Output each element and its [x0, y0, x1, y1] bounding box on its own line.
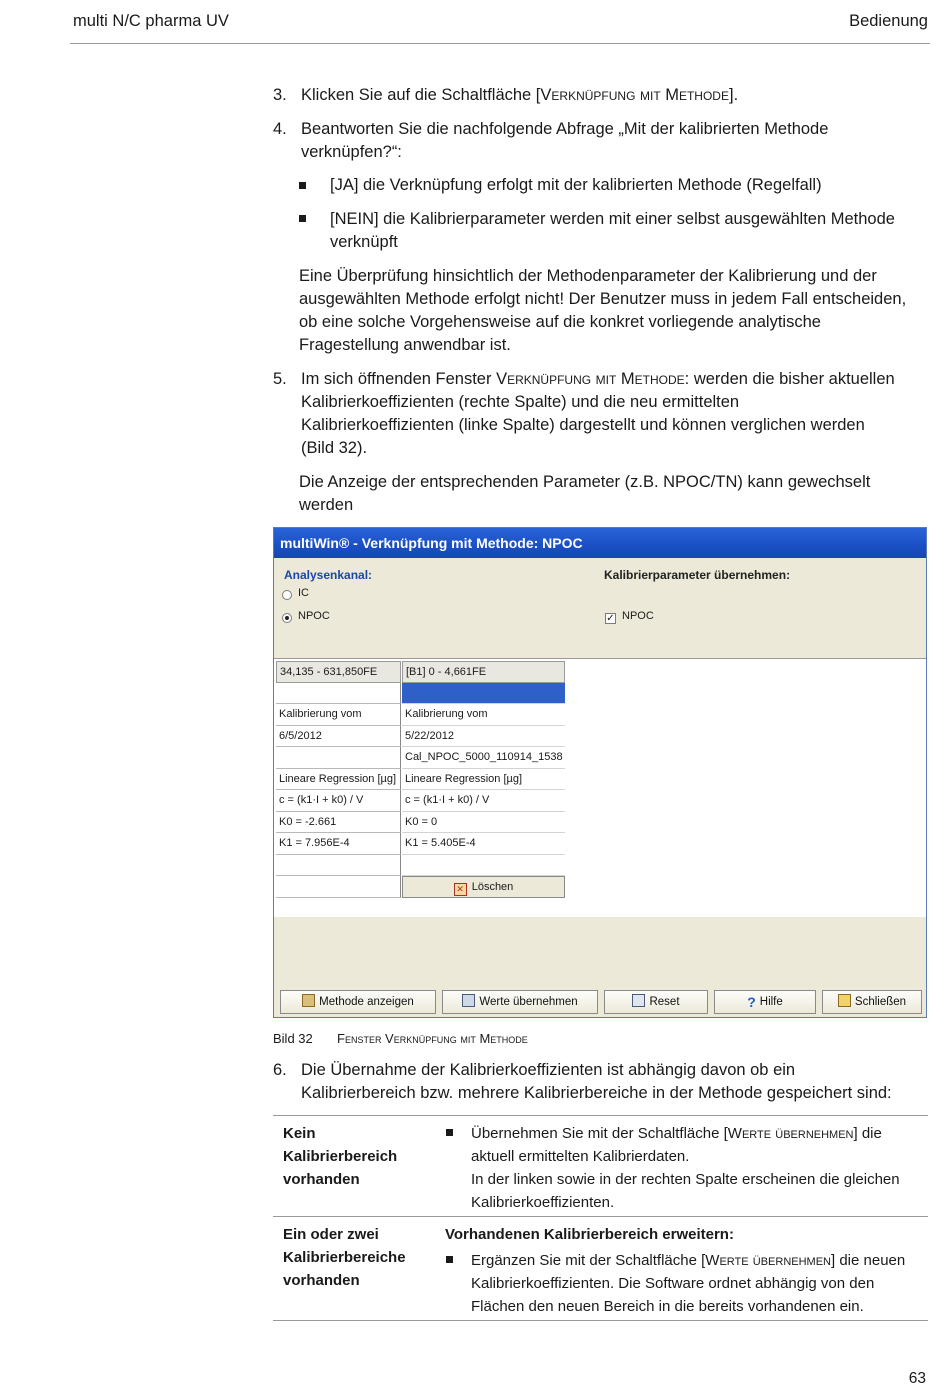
- step-4-line-2: verknüpfen?“:: [301, 143, 402, 161]
- step-6-number: 6.: [273, 1061, 287, 1079]
- row-2-subtitle: Vorhandenen Kalibrierbereich erweitern:: [445, 1226, 734, 1243]
- left-cell[interactable]: Kalibrierung vom: [276, 704, 401, 726]
- right-cell[interactable]: Cal_NPOC_5000_110914_1538: [402, 747, 565, 769]
- reset-icon: [632, 994, 645, 1007]
- left-cell[interactable]: K1 = 7.956E-4: [276, 833, 401, 855]
- radio-ic-label: IC: [298, 587, 309, 599]
- step-3-number: 3.: [273, 86, 287, 104]
- row-2-heading-line-2: Kalibrierbereiche: [283, 1249, 406, 1266]
- step-5-line-2: Kalibrierkoeffizienten (rechte Spalte) und die neu ermittelten: [301, 393, 740, 411]
- right-cell[interactable]: K0 = 0: [402, 812, 565, 834]
- help-icon: ?: [747, 994, 756, 1010]
- step-3-button-ref: Verknüpfung mit Methode: [540, 86, 729, 104]
- adopt-params-label: Kalibrierparameter übernehmen:: [604, 568, 791, 582]
- row-1-text-line-4: Kalibrierkoeffizienten.: [471, 1194, 615, 1211]
- adopt-values-button[interactable]: Werte übernehmen: [442, 990, 598, 1014]
- adopt-icon: [462, 994, 475, 1007]
- npoc-checkbox[interactable]: ✓: [606, 613, 615, 624]
- right-cell[interactable]: Lineare Regression [µg]: [402, 769, 565, 791]
- right-cell-selected[interactable]: [402, 683, 565, 705]
- close-button[interactable]: Schließen: [822, 990, 922, 1014]
- bullet-icon: [446, 1256, 453, 1263]
- help-button[interactable]: ? Hilfe: [714, 990, 816, 1014]
- row-2-text-line-2: Kalibrierkoeffizienten. Die Software ordnet abhängig von den: [471, 1275, 875, 1292]
- note-line-3: ob eine solche Vorgehensweise auf die konkret vorliegende analytische: [299, 313, 821, 331]
- figure-caption: Fenster Verknüpfung mit Methode: [337, 1031, 528, 1046]
- bullet-no-line-1: [NEIN] die Kalibrierparameter werden mit einer selbst ausgewählten Methode: [330, 210, 895, 228]
- reset-button[interactable]: Reset: [604, 990, 708, 1014]
- row-1-heading-line-1: Kein: [283, 1125, 316, 1142]
- running-header-left: multi N/C pharma UV: [73, 12, 229, 30]
- row-2-text-line-3: Flächen den neuen Bereich in die bereits vorhandenen ein.: [471, 1298, 864, 1315]
- bullet-yes: [JA] die Verknüpfung erfolgt mit der kalibrierten Methode (Regelfall): [330, 176, 822, 194]
- npoc-checkbox-label: NPOC: [622, 610, 654, 622]
- right-cell[interactable]: K1 = 5.405E-4: [402, 833, 565, 855]
- calibration-grid: [274, 658, 926, 917]
- radio-npoc-label: NPOC: [298, 610, 330, 622]
- right-cell[interactable]: 5/22/2012: [402, 726, 565, 748]
- step-5-line-3: Kalibrierkoeffizienten (linke Spalte) dargestellt und können verglichen werden: [301, 416, 865, 434]
- left-cell[interactable]: K0 = -2.661: [276, 812, 401, 834]
- left-cell[interactable]: 34,135 - 631,850FE: [276, 661, 401, 683]
- window-title-bar: multiWin® - Verknüpfung mit Methode: NPOC: [274, 528, 926, 558]
- row-2-text-line-1: Ergänzen Sie mit der Schaltfläche [Werte übernehmen] die neuen: [471, 1252, 906, 1269]
- radio-selected-dot: [285, 616, 289, 620]
- step-3-text: Klicken Sie auf die Schaltfläche [Verknüpfung mit Methode].: [301, 86, 739, 104]
- right-cell[interactable]: c = (k1·I + k0) / V: [402, 790, 565, 812]
- row-1-heading-line-3: vorhanden: [283, 1171, 360, 1188]
- left-cell[interactable]: 6/5/2012: [276, 726, 401, 748]
- row-1-text-line-3: In der linken sowie in der rechten Spalte erscheinen die gleichen: [471, 1171, 900, 1188]
- page-number: 63: [908, 1370, 926, 1387]
- row-1-text-line-2: aktuell ermittelten Kalibrierdaten.: [471, 1148, 690, 1165]
- step-4-number: 4.: [273, 120, 287, 138]
- left-cell[interactable]: [276, 876, 401, 898]
- left-cell[interactable]: c = (k1·I + k0) / V: [276, 790, 401, 812]
- channel-label: Analysenkanal:: [284, 568, 373, 582]
- table-rule-top: [273, 1115, 928, 1116]
- bullet-icon: [299, 182, 306, 189]
- row-2-heading-line-1: Ein oder zwei: [283, 1226, 379, 1243]
- delete-icon: ✕: [454, 883, 467, 896]
- method-icon: [302, 994, 315, 1007]
- step-4-line-1: Beantworten Sie die nachfolgende Abfrage „Mit der kalibrierten Methode: [301, 120, 829, 138]
- row-2-heading-line-3: vorhanden: [283, 1272, 360, 1289]
- bullet-icon: [299, 215, 306, 222]
- table-rule-middle: [273, 1216, 928, 1217]
- window-button-bar: [280, 990, 922, 1014]
- right-cell[interactable]: [B1] 0 - 4,661FE: [402, 661, 565, 683]
- note-line-2: ausgewählten Methode erfolgt nicht! Der Benutzer muss in jedem Fall entscheiden,: [299, 290, 907, 308]
- row-1-heading-line-2: Kalibrierbereich: [283, 1148, 398, 1165]
- link-method-window: [273, 527, 927, 1018]
- figure-label: Bild 32: [273, 1031, 313, 1046]
- header-rule: [70, 43, 930, 44]
- step-5-number: 5.: [273, 370, 287, 388]
- door-icon: [838, 994, 851, 1007]
- bullet-no-line-2: verknüpft: [330, 233, 398, 251]
- bullet-icon: [446, 1129, 453, 1136]
- step-5-note-line-2: werden: [299, 496, 354, 514]
- radio-ic[interactable]: [282, 590, 292, 600]
- row-1-text-line-1: Übernehmen Sie mit der Schaltfläche [Werte übernehmen] die: [471, 1125, 882, 1142]
- delete-button[interactable]: ✕ Löschen: [402, 876, 565, 898]
- current-calibration-column: [402, 661, 565, 898]
- table-rule-bottom: [273, 1320, 928, 1321]
- left-cell[interactable]: [276, 683, 401, 705]
- right-cell[interactable]: [402, 855, 565, 877]
- new-calibration-column: [276, 661, 401, 898]
- note-line-1: Eine Überprüfung hinsichtlich der Methodenparameter der Kalibrierung und der: [299, 267, 877, 285]
- note-line-4: Fragestellung anwendbar ist.: [299, 336, 511, 354]
- right-cell[interactable]: Kalibrierung vom: [402, 704, 565, 726]
- left-cell[interactable]: [276, 747, 401, 769]
- show-method-button[interactable]: Methode anzeigen: [280, 990, 436, 1014]
- step-5-line-1: Im sich öffnenden Fenster Verknüpfung mit Methode: werden die bisher aktuellen: [301, 370, 895, 388]
- step-5-line-4: (Bild 32).: [301, 439, 368, 457]
- step-6-line-1: Die Übernahme der Kalibrierkoeffizienten ist abhängig davon ob ein: [301, 1061, 796, 1079]
- step-5-note-line-1: Die Anzeige der entsprechenden Parameter (z.B. NPOC/TN) kann gewechselt: [299, 473, 871, 491]
- left-cell[interactable]: [276, 855, 401, 877]
- radio-npoc[interactable]: [282, 613, 292, 623]
- left-cell[interactable]: Lineare Regression [µg]: [276, 769, 401, 791]
- step-6-line-2: Kalibrierbereich bzw. mehrere Kalibrierbereiche in der Methode gespeichert sind:: [301, 1084, 892, 1102]
- running-header-right: Bedienung: [849, 12, 928, 30]
